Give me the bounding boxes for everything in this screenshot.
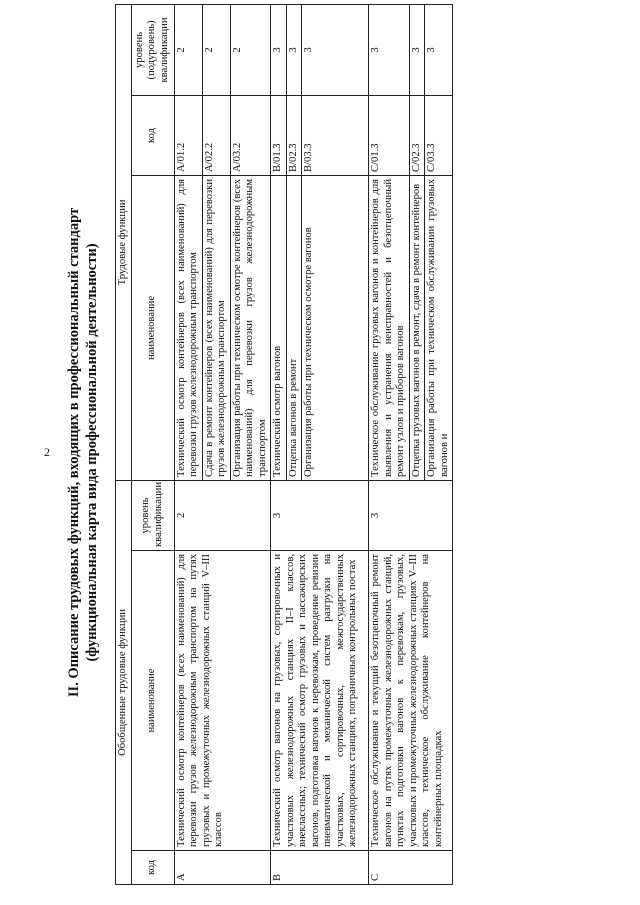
group-name: Технический осмотр контейнеров (всех наименований) для перевозки грузов железнодорожным транспортом на путях грузовых и промежуточных железнодорожных станций V–III классов [174, 551, 271, 851]
group-code: В [271, 851, 369, 885]
function-code: С/03.3 [425, 95, 453, 175]
function-code: А/03.2 [230, 95, 271, 175]
function-name: Технический осмотр контейнеров (всех наименований) для перевозки грузов железнодорожным транспортом [174, 175, 202, 480]
col-header-level: уровень квалификации [131, 480, 174, 550]
generalized-functions-header: Обобщенные трудовые функции [116, 480, 132, 884]
group-name: Техническое обслуживание и текущий безотцепочный ремонт вагонов на путях промежуточных железнодорожных станций, пунктах подготовки вагонов к перевозкам, грузовых, участковых и промежуточных железнодорожных станциях V–III классов, техническое обслуживание контейнеров на контейнерных площадках [369, 551, 453, 851]
function-level: 3 [369, 4, 410, 95]
group-level: 3 [369, 480, 453, 550]
function-level: 3 [425, 4, 453, 95]
col-header-function-name: наименование [131, 175, 174, 480]
function-name: Отцепка вагонов в ремонт [286, 175, 302, 480]
table-row [174, 4, 202, 884]
col-header-sublevel: уровень (подуровень) квалификации [131, 4, 174, 95]
function-name: Сдача в ремонт контейнеров (всех наименований) для перевозки грузов железнодорожным транспортом [202, 175, 230, 480]
function-name: Организация работы при техническом осмотре вагонов [302, 175, 369, 480]
function-level: 3 [302, 4, 369, 95]
group-name: Технический осмотр вагонов на грузовых, сортировочных и участковых железнодорожных станциях II–I классов, внеклассных; технический осмотр грузовых и пассажирских вагонов, подготовка вагонов к перевозкам, проведение ревизии пневматической и механической систем разгрузки на участковых, сортировочных, межгосударственных железнодорожных станциях, пограничных контрольных постах [271, 551, 369, 851]
function-level: 3 [286, 4, 302, 95]
group-level: 3 [271, 480, 369, 550]
function-name: Отцепка грузовых вагонов в ремонт, сдача в ремонт контейнеров [409, 175, 425, 480]
functional-map-table [115, 4, 453, 885]
function-code: С/01.3 [369, 95, 410, 175]
function-code: В/01.3 [271, 95, 287, 175]
table-column-header-row [131, 4, 174, 884]
function-name: Организация работы при техническом осмотре контейнеров (всех наименований) для перевозки грузов железнодорожным транспортом [230, 175, 271, 480]
col-header-code: код [131, 851, 174, 885]
function-code: А/01.2 [174, 95, 202, 175]
page-number: 2 [44, 445, 50, 459]
table-row [271, 4, 287, 884]
group-code: А [174, 851, 271, 885]
function-level: 2 [174, 4, 202, 95]
section-subtitle: (функциональная карта вида профессиональной деятельности) [84, 243, 100, 662]
table-row [369, 4, 410, 884]
function-name: Организация работы при техническом обслуживании грузовых вагонов и [425, 175, 453, 480]
group-code: С [369, 851, 453, 885]
function-name: Технический осмотр вагонов [271, 175, 287, 480]
function-level: 3 [271, 4, 287, 95]
col-header-function-code: код [131, 95, 174, 175]
function-level: 3 [409, 4, 425, 95]
function-code: С/02.3 [409, 95, 425, 175]
table-group-header-row [116, 4, 132, 884]
function-level: 2 [230, 4, 271, 95]
function-name: Техническое обслуживание грузовых вагонов и контейнеров для выявления и устранения неисправностей и безотцепочный ремонт узлов и приборов вагонов [369, 175, 410, 480]
section-title: II. Описание трудовых функций, входящих в профессиональный стандарт [66, 207, 82, 698]
labor-functions-header: Трудовые функции [116, 4, 132, 480]
col-header-name: наименование [131, 551, 174, 851]
function-code: В/03.3 [302, 95, 369, 175]
group-level: 2 [174, 480, 271, 550]
function-code: В/02.3 [286, 95, 302, 175]
function-level: 2 [202, 4, 230, 95]
function-code: А/02.2 [202, 95, 230, 175]
